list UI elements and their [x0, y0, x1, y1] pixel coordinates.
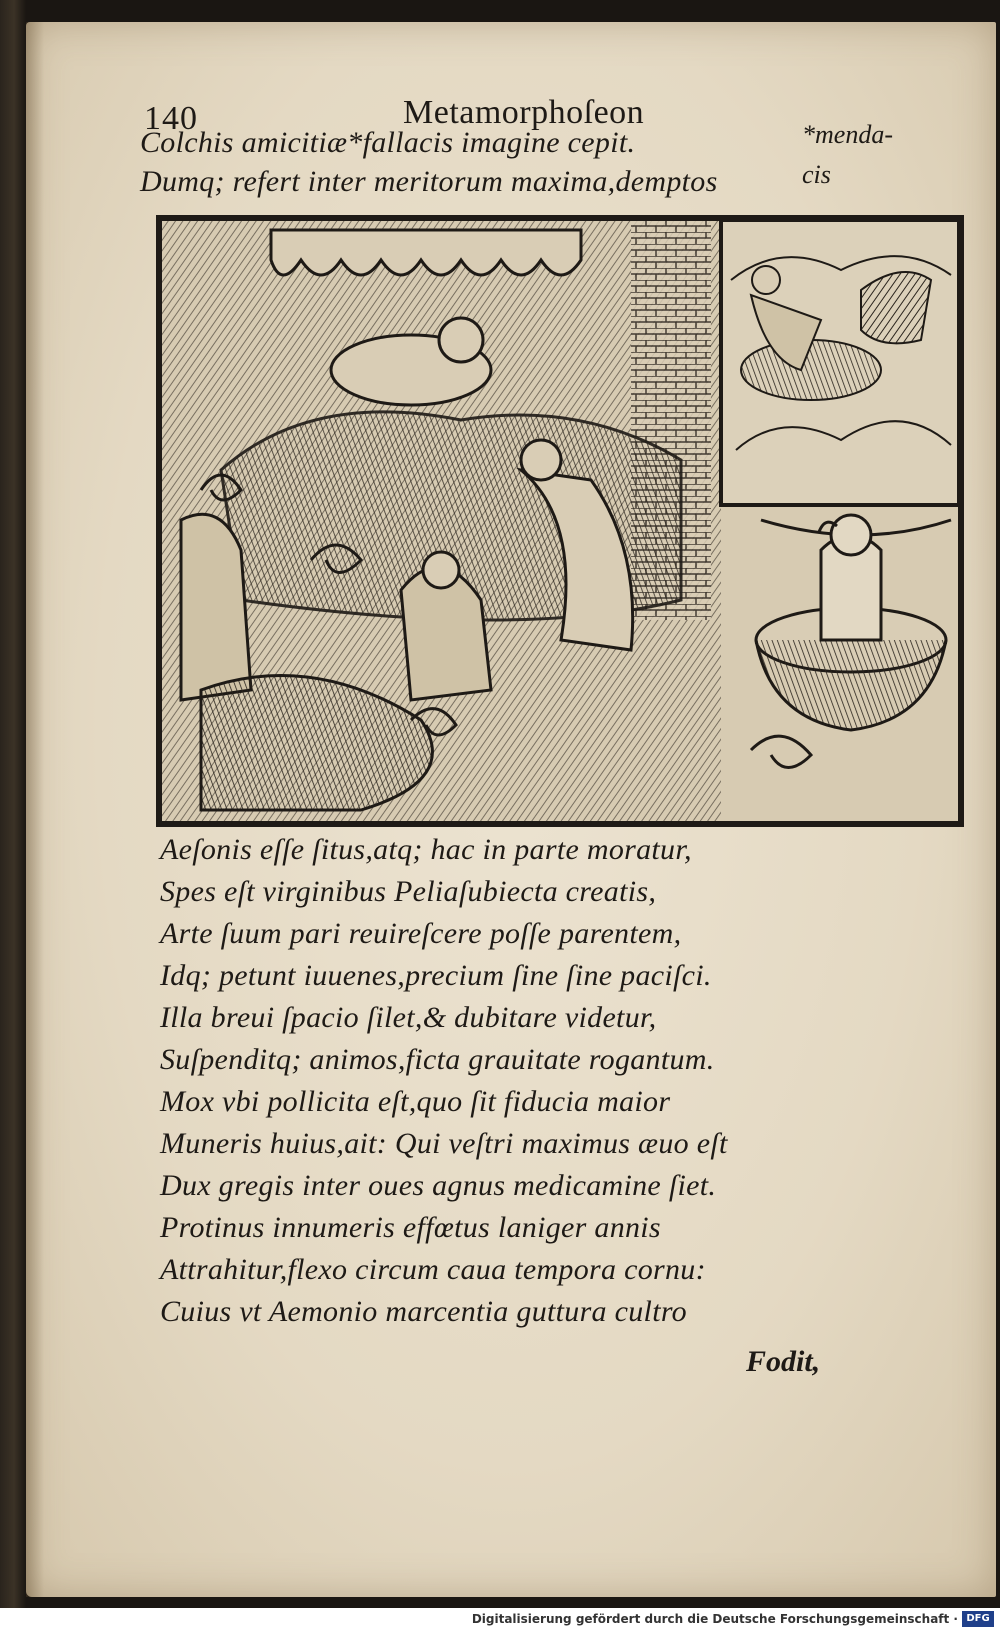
verse-line-8: Muneris huius,ait: Qui veſtri maximus æuo eſt	[160, 1127, 728, 1160]
verse-line-1: Aeſonis eſſe ſitus,atq; hac in parte moratur,	[160, 833, 692, 866]
top-line-1: Colchis amicitiæ*fallacis imagine cepit.	[140, 126, 636, 159]
sky-panel	[721, 220, 959, 505]
top-line-2: Dumq; refert inter meritorum maxima,demptos	[140, 165, 718, 198]
running-head: Metamorphoſeon	[403, 94, 645, 131]
verse-line-9: Dux gregis inter oues agnus medicamine ſiet.	[160, 1169, 717, 1202]
verse-line-10: Protinus innumeris effœtus laniger annis	[160, 1211, 661, 1244]
page-number: 140	[144, 100, 198, 137]
margin-note-line-1: *menda-	[802, 120, 893, 149]
verse-line-11: Attrahitur,flexo circum caua tempora cornu:	[160, 1253, 706, 1286]
verse-line-3: Arte ſuum pari reuireſcere poſſe parentem,	[160, 917, 682, 950]
woodcut-illustration	[156, 215, 964, 827]
bed-canopy	[271, 230, 581, 275]
dfg-logo: DFG	[962, 1611, 994, 1627]
footer-credit-text: Digitalisierung gefördert durch die Deutsche Forschungsgemeinschaft ·	[471, 1612, 958, 1626]
catchword: Fodit,	[746, 1345, 821, 1378]
verse-line-2: Spes eſt virginibus Peliaſubiecta creatis,	[160, 875, 657, 908]
woodcut-drawing	[161, 220, 959, 822]
verse-line-5: Illa breui ſpacio ſilet,& dubitare videtur,	[160, 1001, 657, 1034]
verse-line-6: Suſpenditq; animos,ficta grauitate rogantum.	[160, 1043, 715, 1076]
verse-line-12: Cuius vt Aemonio marcentia guttura cultro	[160, 1295, 687, 1328]
verse-line-7: Mox vbi pollicita eſt,quo ſit fiducia maior	[160, 1085, 671, 1118]
margin-note-line-2: cis	[802, 160, 831, 189]
verse-line-4: Idq; petunt iuuenes,precium ſine ſine paciſci.	[160, 959, 712, 992]
digitization-footer	[0, 1608, 1000, 1632]
